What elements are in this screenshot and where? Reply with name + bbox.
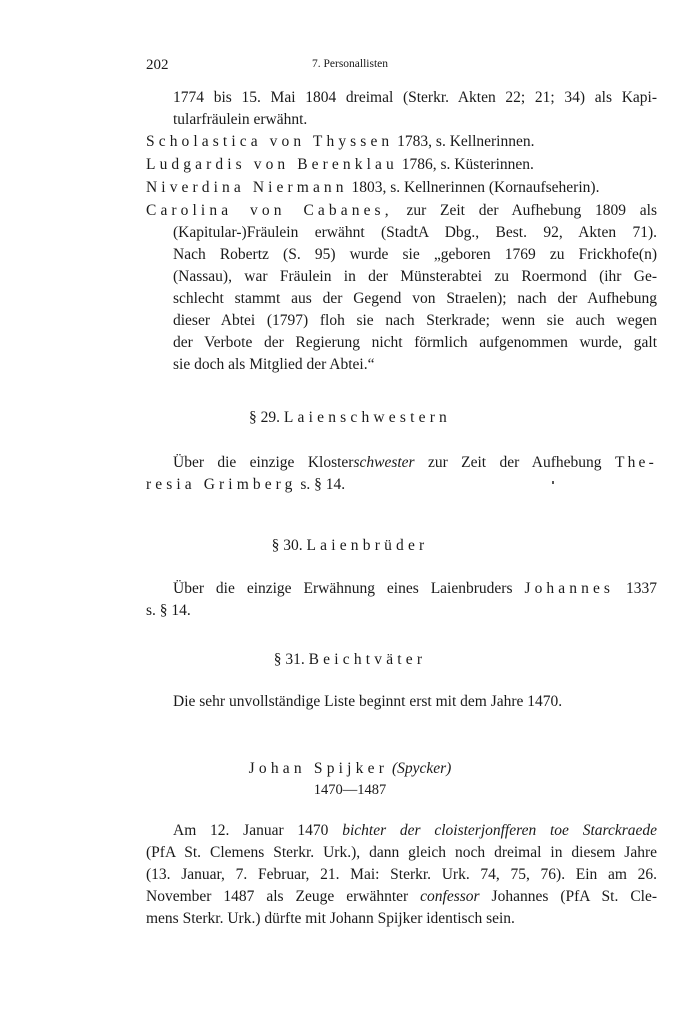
section-number: § 31. (273, 651, 305, 668)
section-heading-29 (0, 409, 700, 427)
person-name: Ludgardis von Berenklau (146, 156, 398, 173)
entry-text: 1803, s. Kellnerinnen (Kornaufseherin). (351, 179, 600, 196)
section-title: Beichtväter (308, 651, 427, 668)
person-heading (0, 760, 700, 778)
person-name: Johannes (524, 580, 615, 597)
section-number: § 29. (248, 409, 280, 426)
text-line: November 1487 als Zeuge erwähnter confessor Johannes (PfA St. Cle- (146, 888, 658, 905)
running-head: 7. Personallisten (311, 58, 389, 70)
text-line: tularfräulein erwähnt. (173, 111, 308, 128)
person-name: Carolina von Cabanes, (146, 202, 393, 219)
text-line: Über die einzige Klosterschwester zur Zeit der Aufhebung The- (173, 454, 657, 471)
text-line: der Verbote der Regierung nicht förmlich aufgenommen wurde, galt (173, 334, 657, 351)
text-line: Am 12. Januar 1470 bichter der cloisterjonfferen toe Starckraede (173, 822, 658, 839)
entry-text: 1786, s. Küsterinnen. (401, 156, 534, 173)
entry-cabanes (146, 200, 657, 222)
entry-niermann (146, 177, 599, 199)
entry-text: zur Zeit der Aufhebung 1809 als (406, 202, 657, 219)
italic-quote: bichter der cloisterjonfferen toe Starckraede (342, 822, 658, 839)
person-name: resia Grimberg (146, 476, 297, 493)
person-name: Scholastica von Thyssen (146, 133, 394, 150)
section-heading-31 (0, 651, 700, 669)
text-line: sie doch als Mitglied der Abtei.“ (173, 356, 375, 373)
page-number: 202 (146, 57, 169, 73)
entry-text: 1783, s. Kellnerinnen. (397, 133, 535, 150)
section-heading-30 (0, 537, 700, 555)
text-line: (Nassau), war Fräulein in der Münsterabtei zu Roermond (ihr Ge- (173, 268, 657, 285)
text-line: 1774 bis 15. Mai 1804 dreimal (Sterkr. Akten 22; 21; 34) als Kapi- (173, 89, 657, 106)
section-title: Laienschwestern (283, 409, 452, 426)
text-line: schlecht stammt aus der Gegend von Straelen); nach der Aufhebung (173, 290, 657, 307)
ink-speck (552, 481, 554, 484)
text-line: Nach Robertz (S. 95) wurde sie „geboren 1769 zu Frickhofe(n) (173, 246, 657, 263)
text-line: Die sehr unvollständige Liste beginnt erst mit dem Jahre 1470. (173, 693, 563, 710)
section-number: § 30. (271, 537, 303, 554)
text-line: Über die einzige Erwähnung eines Laienbruders Johannes 1337 (173, 580, 658, 597)
text-line: mens Sterkr. Urk.) dürfte mit Johann Spijker identisch sein. (146, 910, 515, 927)
text-line: dieser Abtei (1797) floh sie nach Sterkrade; wenn sie auch wegen (173, 312, 657, 329)
person-name: Niverdina Niermann (146, 179, 348, 196)
entry-thyssen (146, 131, 534, 153)
person-name: The- (614, 454, 657, 471)
italic-term: schwester (353, 454, 415, 471)
text-line: (Kapitular-)Fräulein erwähnt (StadtA Dbg., Best. 92, Akten 71). (173, 224, 657, 241)
person-alt-name: (Spycker) (391, 760, 452, 777)
section-title: Laienbrüder (306, 537, 429, 554)
text-line: (13. Januar, 7. Februar, 21. Mai: Sterkr. Urk. 74, 75, 76). Ein am 26. (146, 866, 657, 883)
text-line: s. § 14. (146, 602, 191, 619)
text-line: resia Grimberg s. § 14. (146, 476, 346, 493)
text-line: (PfA St. Clemens Sterkr. Urk.), dann gleich noch dreimal in diesem Jahre (146, 844, 657, 861)
person-name: Johan Spijker (248, 760, 389, 777)
person-dates: 1470—1487 (313, 782, 387, 798)
entry-berenklau (146, 154, 534, 176)
italic-term: confessor (420, 888, 480, 905)
